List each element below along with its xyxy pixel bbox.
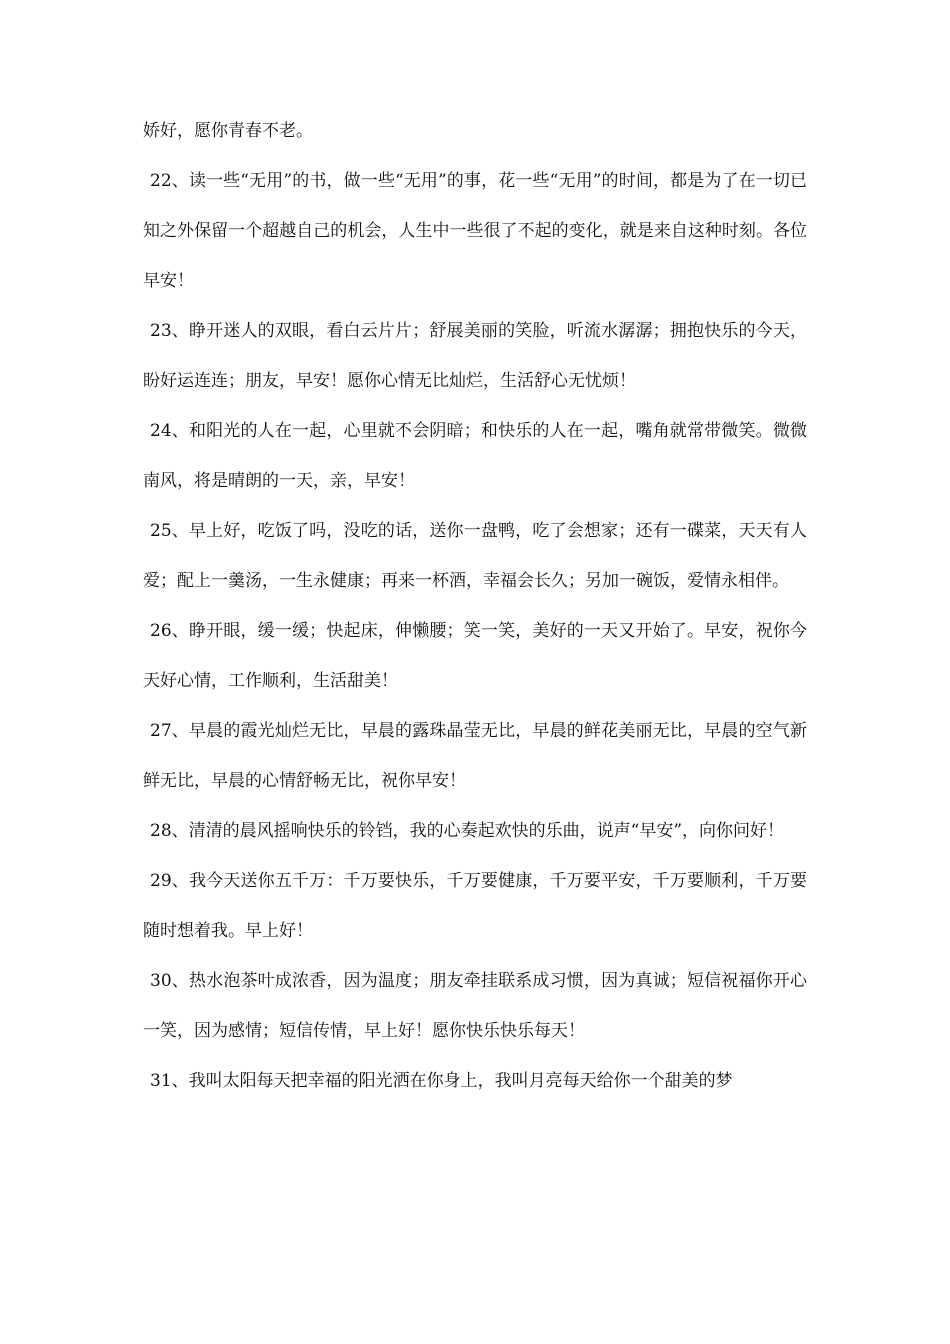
paragraph-22: 22、读一些“无用”的书，做一些“无用”的事，花一些“无用”的时间，都是为了在一切已知之外保留一个超越自己的机会，人生中一些很了不起的变化，就是来自这种时刻。各位早安！ [143,171,807,291]
paragraph-24: 24、和阳光的人在一起，心里就不会阴暗；和快乐的人在一起，嘴角就常带微笑。微微南风，将是晴朗的一天，亲，早安！ [143,421,807,491]
paragraph-23: 23、睁开迷人的双眼，看白云片片；舒展美丽的笑脸，听流水潺潺；拥抱快乐的今天，盼好运连连；朋友，早安！愿你心情无比灿烂，生活舒心无忧烦！ [143,321,807,391]
paragraph-continuation: 娇好，愿你青春不老。 [143,121,313,141]
paragraph-30: 30、热水泡茶叶成浓香，因为温度；朋友牵挂联系成习惯，因为真诚；短信祝福你开心一笑，因为感情；短信传情，早上好！愿你快乐快乐每天！ [143,971,807,1041]
document-body [143,106,807,1106]
paragraph-29: 29、我今天送你五千万：千万要快乐，千万要健康，千万要平安，千万要顺利，千万要随时想着我。早上好！ [143,871,807,941]
paragraph-28: 28、清清的晨风摇响快乐的铃铛，我的心奏起欢快的乐曲，说声“早安”，向你问好！ [150,821,785,841]
paragraph-25: 25、早上好，吃饭了吗，没吃的话，送你一盘鸭，吃了会想家；还有一碟菜，天天有人爱；配上一羹汤，一生永健康；再来一杯酒，幸福会长久；另加一碗饭，爱情永相伴。 [143,521,807,591]
paragraph-26: 26、睁开眼，缓一缓；快起床，伸懒腰；笑一笑，美好的一天又开始了。早安，祝你今天好心情，工作顺利，生活甜美！ [143,621,807,691]
paragraph-31: 31、我叫太阳每天把幸福的阳光洒在你身上，我叫月亮每天给你一个甜美的梦 [150,1071,733,1091]
paragraph-27: 27、早晨的霞光灿烂无比，早晨的露珠晶莹无比，早晨的鲜花美丽无比，早晨的空气新鲜无比，早晨的心情舒畅无比，祝你早安！ [143,721,807,791]
